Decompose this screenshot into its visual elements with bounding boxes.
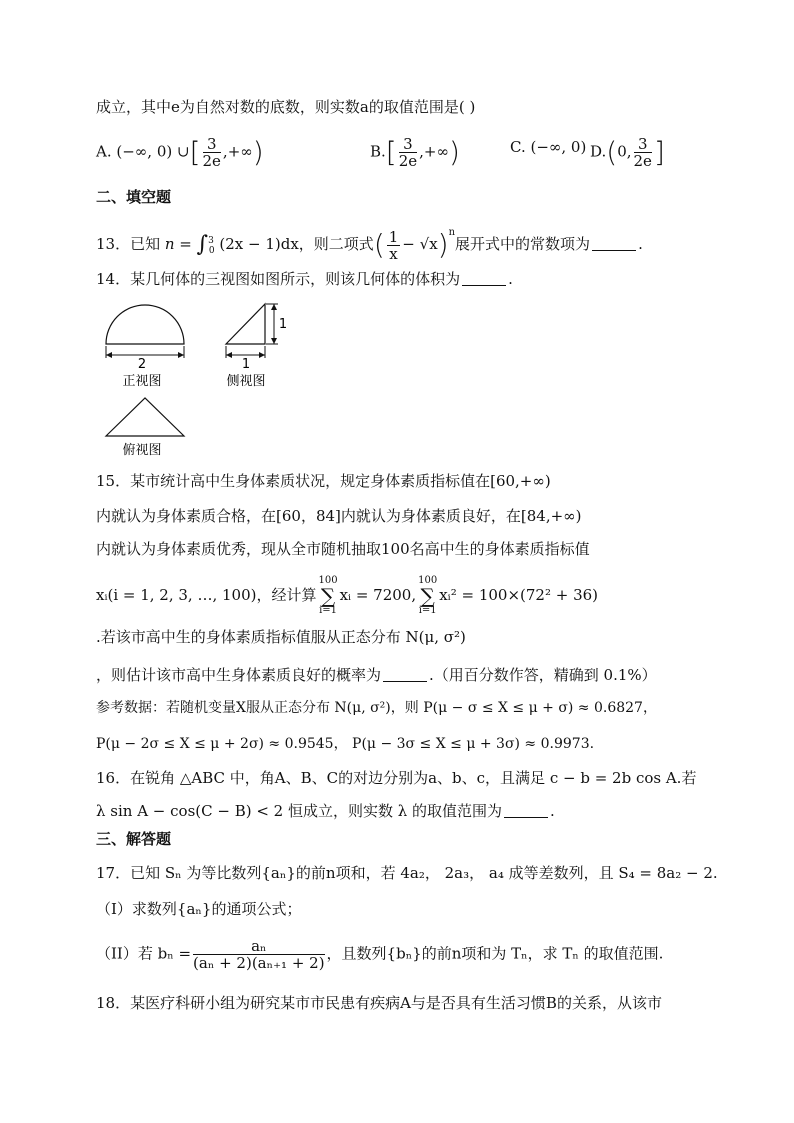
q15-l4a: xᵢ(i = 1, 2, 3, …, 100)，经计算 <box>96 586 317 604</box>
frac-3-2e <box>399 136 417 169</box>
opt-b-prefix: B. <box>370 142 386 161</box>
inf: ,+∞ <box>419 142 449 161</box>
side-dim-w-label: 1 <box>241 357 251 372</box>
q15-line-2: 内就认为身体素质合格，在[60，84]内就认为身体素质良好，在[84,+∞) <box>96 507 582 525</box>
side-dim-h-label: 1 <box>278 317 288 332</box>
q17-line-2: （I）求数列{aₙ}的通项公式； <box>96 900 302 918</box>
q12-option-b <box>370 136 460 169</box>
q14-end: . <box>508 270 513 288</box>
q13-end: . <box>638 235 643 253</box>
section-solutions: 三、解答题 <box>96 830 172 848</box>
q17-line-3 <box>96 938 663 971</box>
num: 1 <box>388 227 399 246</box>
frac-1-x <box>387 229 401 262</box>
sum-sign: 100 ∑ i=1 <box>318 575 338 616</box>
int-lower: 0 <box>208 246 215 256</box>
q12-stem: 成立，其中e为自然对数的底数，则实数a的取值范围是( ) <box>96 98 476 116</box>
answer-blank[interactable] <box>592 236 636 251</box>
q13 <box>96 222 643 262</box>
paren-left: ( <box>373 228 385 261</box>
q16-l2a: λ sin A − cos(C − B) < 2 恒成立，则实数 λ 的取值范围为 <box>96 802 503 820</box>
bracket-right: ] <box>653 135 665 169</box>
q17-line-1: 17．已知 Sₙ 为等比数列{aₙ}的前n项和，若 4a₂， 2a₃， a₄ 成等差数列，且 S₄ = 8a₂ − 2. <box>96 864 718 882</box>
q13-sqrt: − √x <box>402 235 438 253</box>
answer-blank[interactable] <box>383 667 427 682</box>
q13-pre: 13．已知 <box>96 235 161 253</box>
q16-line-2 <box>96 800 555 822</box>
front-view-label: 正视图 <box>122 374 162 389</box>
paren-right: ) <box>437 228 449 261</box>
int-upper: 3 <box>208 236 214 246</box>
answer-blank[interactable] <box>504 803 548 818</box>
q18-line-1: 18．某医疗科研小组为研究某市市民患有疾病A与是否具有生活习惯B的关系，从该市 <box>96 994 662 1012</box>
q15-l4c: xᵢ² = 100×(72² + 36) <box>439 586 599 604</box>
sum-top: 100 <box>318 575 338 586</box>
section-fill-in: 二、填空题 <box>96 188 172 206</box>
q15-line-4 <box>96 576 598 616</box>
sum-bot: i=1 <box>418 605 437 616</box>
num: aₙ <box>193 938 325 955</box>
q16-line-1: 16．在锐角 △ABC 中，角A、B、C的对边分别为a、b、c，且满足 c − b = 2b cos A.若 <box>96 769 697 787</box>
q16-l2b: . <box>550 802 555 820</box>
q15-line-7: 参考数据：若随机变量X服从正态分布 N(μ, σ²)，则 P(μ − σ ≤ X ≤ μ + σ) ≈ 0.6827， <box>96 700 657 716</box>
den: 2e <box>398 152 418 170</box>
q15-l4b: xᵢ = 7200, <box>339 586 417 604</box>
q17-l3a: （II）若 bₙ = <box>96 944 192 963</box>
den: 2e <box>633 152 652 170</box>
paren-right: ) <box>449 135 460 169</box>
num: 3 <box>203 136 221 153</box>
side-view-label: 侧视图 <box>226 374 266 389</box>
q13-exp: n <box>448 227 456 238</box>
q14-text: 14．某几何体的三视图如图所示，则该几何体的体积为 <box>96 270 461 288</box>
q15-line-3: 内就认为身体素质优秀，现从全市随机抽取100名高中生的身体素质指标值 <box>96 540 590 558</box>
inf: ,+∞ <box>222 142 253 161</box>
integral-sign: ∫ <box>196 232 209 257</box>
side-view-triangle <box>226 304 265 344</box>
q15-line-5: .若该市高中生的身体素质指标值服从正态分布 N(μ, σ²) <box>96 628 466 646</box>
opt-c-text: C. (−∞, 0) <box>510 138 587 156</box>
num: 3 <box>634 136 652 153</box>
q14 <box>96 268 513 290</box>
front-view-semicircle <box>106 305 184 344</box>
front-dim-label: 2 <box>137 357 147 372</box>
q17-l3b: ，且数列{bₙ}的前n项和为 Tₙ，求 Tₙ 的取值范围. <box>326 944 664 963</box>
sum-bot: i=1 <box>319 605 338 616</box>
paren-left: ( <box>606 135 618 169</box>
bracket-left: [ <box>385 135 397 169</box>
opt-d-prefix: D. <box>590 142 607 161</box>
sum-top: 100 <box>418 575 438 586</box>
den: (aₙ + 2)(aₙ₊₁ + 2) <box>193 954 325 972</box>
q12-option-d <box>590 136 665 169</box>
q13-integrand: (2x − 1)dx <box>219 235 299 253</box>
opt-a-prefix: A. (−∞, 0) ∪ <box>96 142 190 161</box>
frac-bn <box>193 938 325 971</box>
answer-blank[interactable] <box>462 271 506 286</box>
paren-right: ) <box>252 135 264 169</box>
den: 2e <box>202 152 221 170</box>
top-view-triangle <box>106 398 184 436</box>
q15-line-8: P(μ − 2σ ≤ X ≤ μ + 2σ) ≈ 0.9545， P(μ − 3σ ≤ X ≤ μ + 3σ) ≈ 0.9973. <box>96 736 595 752</box>
bracket-left: [ <box>189 135 201 169</box>
sum-sign: 100 ∑ i=1 <box>418 575 438 616</box>
q13-n-eq: n = <box>164 235 192 253</box>
q13-mid: ，则二项式 <box>298 235 374 253</box>
den: x <box>389 244 398 263</box>
q15-l6a: ，则估计该市高中生身体素质良好的概率为 <box>96 666 382 684</box>
three-views-figure <box>100 300 300 460</box>
q13-post: 展开式中的常数项为 <box>455 235 591 253</box>
q15-line-6 <box>96 664 657 686</box>
q12-option-c <box>510 136 586 158</box>
q12-option-a <box>96 136 264 169</box>
top-view-label: 俯视图 <box>122 443 162 458</box>
frac-3-2e <box>203 136 221 169</box>
frac-3-2e <box>634 136 652 169</box>
q15-line-1: 15．某市统计高中生身体素质状况，规定身体素质指标值在[60,+∞) <box>96 472 551 490</box>
zero: 0, <box>617 142 632 161</box>
q15-l6b: .（用百分数作答，精确到 0.1%） <box>429 666 657 684</box>
num: 3 <box>399 136 417 153</box>
